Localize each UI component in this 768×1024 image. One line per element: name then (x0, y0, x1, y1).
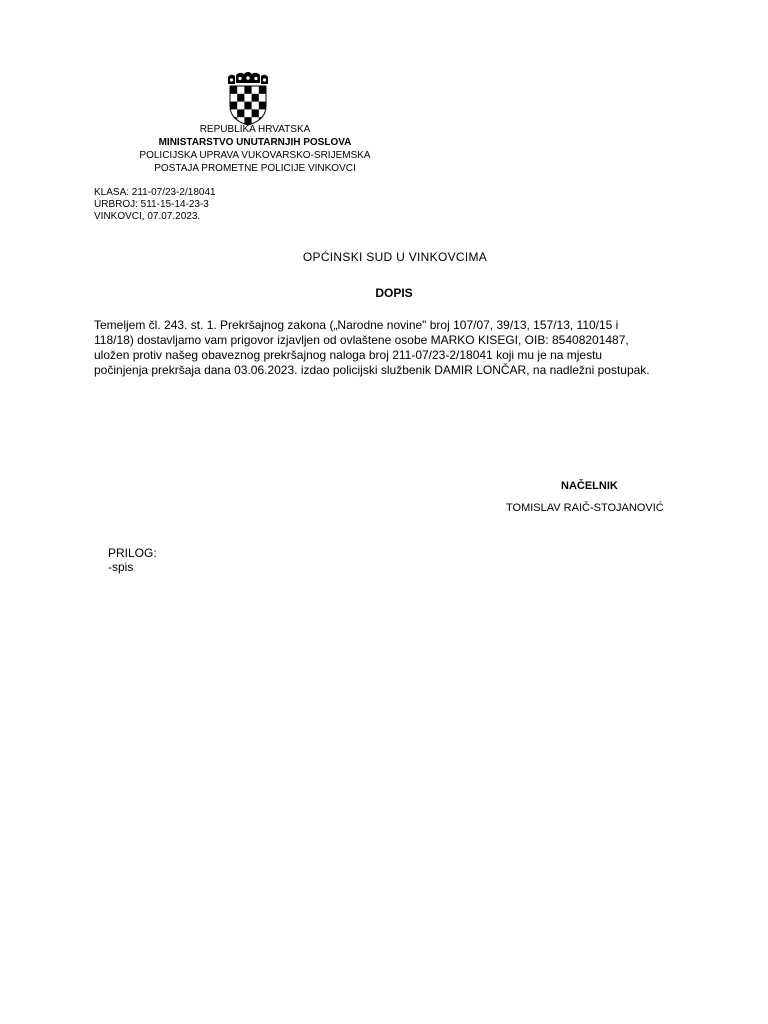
coat-of-arms-icon (226, 72, 270, 126)
body-paragraph (94, 318, 674, 378)
attachment-item: -spis (108, 560, 134, 574)
body-line: uložen protiv našeg obaveznog prekršajnog naloga broj 211-07/23-2/18041 koji mu je na mjestu (94, 348, 603, 362)
ref-urbroj: URBROJ: 511-15-14-23-3 (94, 199, 209, 210)
header-police-station: POSTAJA PROMETNE POLICIJE VINKOVCI (154, 163, 356, 174)
body-line: Temeljem čl. 243. st. 1. Prekršajnog zakona („Narodne novine" broj 107/07, 39/13, 157/13, 110/15 i (94, 318, 619, 332)
header-ministry: MINISTARSTVO UNUTARNJIH POSLOVA (158, 137, 352, 148)
header-police-administration: POLICIJSKA UPRAVA VUKOVARSKO-SRIJEMSKA (139, 150, 371, 161)
recipient: OPĆINSKI SUD U VINKOVCIMA (302, 250, 488, 264)
ref-place-date: VINKOVCI, 07.07.2023. (94, 211, 201, 222)
header-country: REPUBLIKA HRVATSKA (199, 124, 311, 135)
attachment-label: PRILOG: (108, 546, 157, 560)
body-line: počinjenja prekršaja dana 03.06.2023. izdao policijski službenik DAMIR LONČAR, na nadležni postupak. (94, 363, 650, 377)
document-title: DOPIS (375, 286, 413, 300)
signature-name: TOMISLAV RAIČ-STOJANOVIĆ (506, 502, 664, 514)
ref-klasa: KLASA: 211-07/23-2/18041 (94, 187, 216, 198)
body-line: 118/18) dostavljamo vam prigovor izjavljen od ovlaštene osobe MARKO KISEGI, OIB: 85408201487, (94, 333, 629, 347)
signature-title: NAČELNIK (561, 480, 618, 492)
